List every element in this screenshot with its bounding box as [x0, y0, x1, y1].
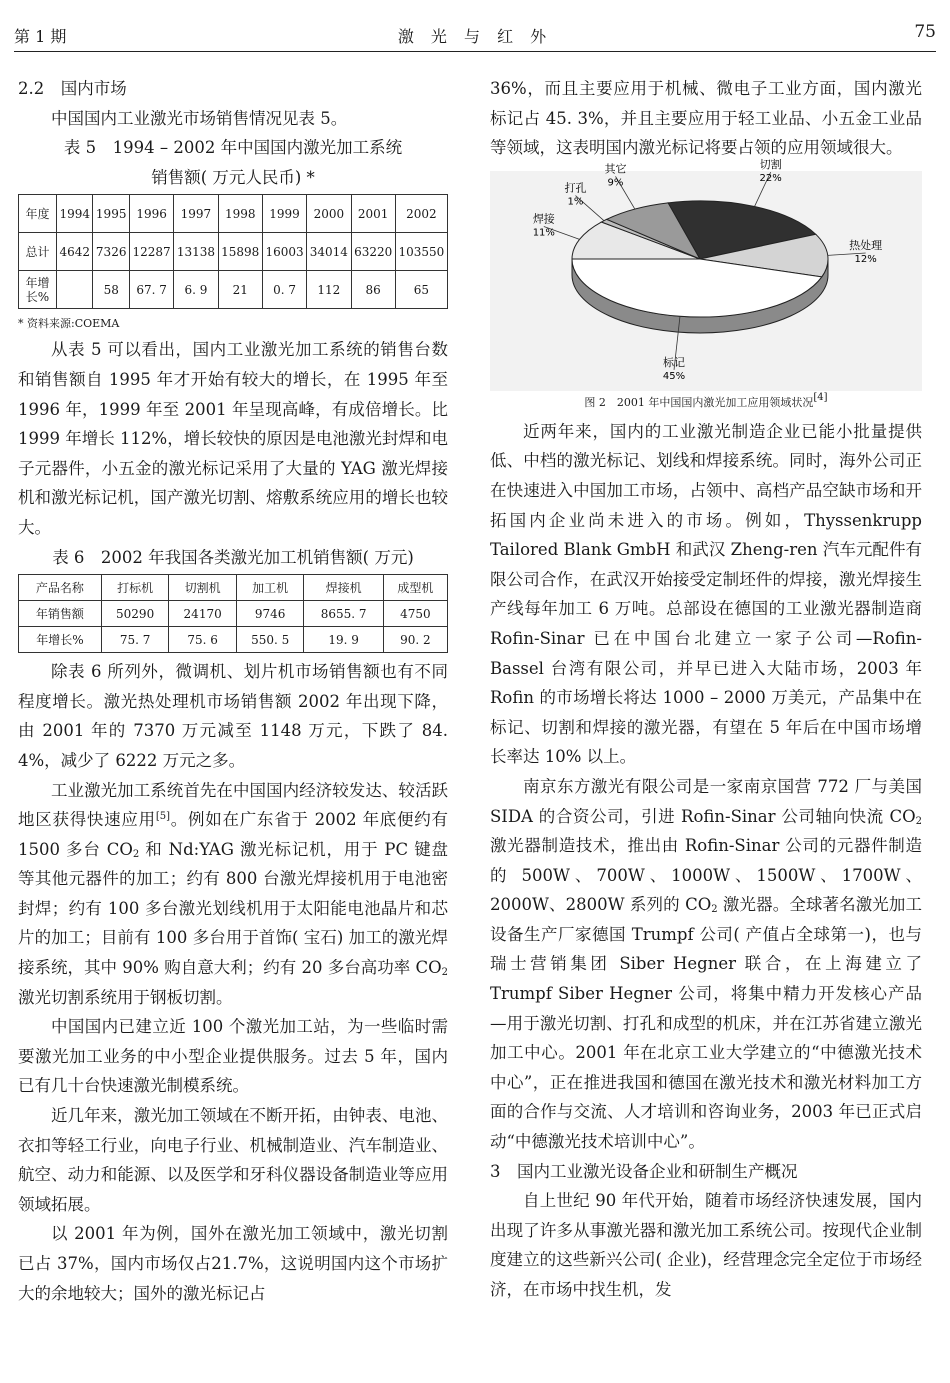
section-2-2-heading: 2.2 国内市场 [18, 79, 127, 98]
table-cell: 19. 9 [304, 627, 383, 653]
table-cell: 9746 [236, 601, 303, 627]
table-cell: 加工机 [236, 575, 303, 601]
pie-label: 切割 [759, 157, 782, 171]
table-cell: 90. 2 [383, 627, 447, 653]
table-cell: 打标机 [101, 575, 169, 601]
subscript: 2 [132, 848, 140, 860]
table-cell: 75. 7 [101, 627, 169, 653]
pie-value-label: 11% [532, 227, 555, 239]
table6 [18, 574, 448, 653]
table-row [19, 195, 448, 233]
table-row [19, 271, 448, 309]
table-row [19, 575, 448, 601]
table-row [19, 627, 448, 653]
table-cell: 6. 9 [174, 271, 218, 309]
table-cell: 1996 [129, 195, 173, 233]
table-cell: 年增长% [19, 627, 102, 653]
paragraph: 36%，而且主要应用于机械、微电子工业方面，国内激光标记占 45. 3%，并且主要应用于轻工业品、小五金工业品等领域，这表明国内激光标记将要占领的应用领域很大。 [490, 79, 922, 158]
table-cell: 103550 [395, 233, 447, 271]
table-row [19, 601, 448, 627]
table-cell: 4642 [57, 233, 93, 271]
table-cell: 16003 [262, 233, 306, 271]
pie-label: 标记 [663, 355, 686, 369]
pie-label: 打孔 [564, 181, 587, 195]
subscript: 2 [441, 967, 448, 979]
table-cell: 21 [218, 271, 262, 309]
pie-value-label: 22% [759, 172, 782, 184]
table-cell [57, 271, 93, 309]
section-3-heading: 3 国内工业激光设备企业和研制生产概况 [490, 1161, 798, 1181]
text-run: 激光器。全球著名激光加工设备生产厂家德国 Trumpf 公司( 产值占全球第一)，也与瑞士营销集团 Siber Hegner 联合，在上海建立了 Trumpf Siber Hegner 公司，将集中精力开发核心产品—用于激光切割、打孔和成型的机床，并在江苏省建立激光加工中心。2001 年在北京工业大学建立的“中德激光技术中心”，正在推进我国和德国在激光技术和激光材料加工方面的合作与交流、人才培训和咨询业务，2003 年已正式启动“中德激光技术培训中心”。 [490, 895, 922, 1152]
table5-source-note: * 资料来源:COEMA [18, 317, 120, 331]
figure-caption-text: 图 2 2001 年中国国内激光加工应用领域状况 [584, 395, 814, 409]
table5-caption-line2: 销售额( 万元人民币) * [151, 167, 315, 187]
pie-value-label: 12% [854, 253, 877, 265]
subscript: 2 [711, 904, 718, 916]
table-cell: 8655. 7 [304, 601, 383, 627]
paragraph: 除表 6 所列外，微调机、划片机市场销售额也有不同程度增长。激光热处理机市场销售额 2002 年出现下降，由 2001 年的 7370 万元减至 1148 万元，下跌了 84. 4%，减少了 6222 万元之多。 [18, 662, 448, 770]
text-run: 和 Nd:YAG 激光标记机，用于 PC 键盘等其他元器件的加工；约有 800 台激光焊接机用于电池密封焊；约有 100 多台激光划线机用于太阳能电池晶片和芯片的加工；目前有 100 多台用于首饰( 宝石) 加工的激光焊接系统，其中 90% 购自意大利；约有 20 多台高功率 CO [18, 839, 449, 978]
left-column [18, 74, 448, 1308]
table-cell: 2000 [307, 195, 351, 233]
table-cell: 年销售额 [19, 601, 102, 627]
subscript: 2 [915, 815, 922, 827]
table-cell: 成型机 [383, 575, 447, 601]
table-cell: 34014 [307, 233, 351, 271]
table-cell: 7326 [93, 233, 129, 271]
table-cell: 1999 [262, 195, 306, 233]
table-cell: 24170 [169, 601, 237, 627]
citation: [5] [155, 811, 171, 823]
paragraph: 近几年来，激光加工领域在不断开拓，由钟表、电池、衣扣等轻工行业，向电子行业、机械制造业、汽车制造业、航空、动力和能源、以及医学和牙科仪器设备制造业等应用领域拓展。 [18, 1106, 448, 1214]
table-cell: 63220 [351, 233, 395, 271]
citation: [4] [813, 391, 828, 403]
table-cell: 65 [395, 271, 447, 309]
table-cell: 12287 [129, 233, 173, 271]
table-cell: 总计 [19, 233, 57, 271]
table-cell: 2001 [351, 195, 395, 233]
table5-caption: 表 5 1994 – 2002 年中国国内激光加工系统 [63, 138, 403, 158]
text-run: 激光切割系统用于钢板切割。 [18, 987, 233, 1007]
table-cell: 13138 [174, 233, 218, 271]
table-cell: 产品名称 [19, 575, 102, 601]
paragraph: 中国国内工业激光市场销售情况见表 5。 [51, 108, 348, 128]
pie-chart-figure [490, 157, 922, 391]
table-cell: 58 [93, 271, 129, 309]
table-cell: 1998 [218, 195, 262, 233]
figure-caption [490, 391, 922, 415]
paragraph: 近两年来，国内的工业激光制造企业已能小批量提供低、中档的激光标记、划线和焊接系统。同时，海外公司正在快速进入中国加工市场，占领中、高档产品空缺市场和开拓国内企业尚未进入的市场。例如，Thyssenkrupp Tailored Blank GmbH 和武汉 Zheng-ren 汽车元配件有限公司合作，在武汉开始接受定制坯件的焊接，激光焊接生产线每年加工 6 万吨。总部设在德国的工业激光器制造商 Rofin-Sinar 已在中国台北建立一家子公司—Rofin-Bassel 台湾有限公司，并早已进入大陆市场，2003 年 Rofin 的市场增长将达 1000 – 2000 万美元，产品集中在标记、切割和焊接的激光器，有望在 5 年后在中国市场增长率达 10% 以上。 [490, 421, 922, 767]
pie-value-label: 9% [607, 177, 624, 189]
table-cell: 550. 5 [236, 627, 303, 653]
table-cell: 1994 [57, 195, 93, 233]
table6-caption: 表 6 2002 年我国各类激光加工机销售额( 万元) [52, 547, 414, 567]
table-cell: 年度 [19, 195, 57, 233]
paragraph: 中国国内已建立近 100 个激光加工站，为一些临时需要激光加工业务的中小型企业提供服务。过去 5 年，国内已有几十台快速激光制模系统。 [18, 1017, 448, 1096]
table-cell: 75. 6 [169, 627, 237, 653]
paragraph [18, 776, 448, 1013]
running-header [14, 22, 936, 52]
table-cell: 2002 [395, 195, 447, 233]
paragraph: 自上世纪 90 年代开始，随着市场经济快速发展，国内出现了许多从事激光器和激光加工系统公司。按现代企业制度建立的这些新兴公司( 企业)，经营理念完全定位于市场经济，在市场中找生机，发 [490, 1191, 922, 1299]
page-number: 75 [914, 22, 936, 42]
paragraph [490, 772, 922, 1157]
pie-label: 其它 [604, 162, 627, 176]
pie-chart [490, 157, 922, 391]
pie-value-label: 1% [567, 196, 584, 208]
text-run: 工业激光加工系统首先在中国国内经济较发达、较活跃地区获得快速应用 [18, 780, 448, 830]
table-cell: 15898 [218, 233, 262, 271]
pie-label: 焊接 [532, 212, 555, 226]
table-cell: 86 [351, 271, 395, 309]
paragraph: 从表 5 可以看出，国内工业激光加工系统的销售台数和销售额自 1995 年才开始有较大的增长，在 1995 年至 1996 年，1999 年至 2001 年呈现高峰，有成倍增长。比 1999 年增长 112%，增长较快的原因是电池激光封焊和电子元器件，小五金的激光标记采用了大量的 YAG 激光焊接机和激光标记机，国产激光切割、熔敷系统应用的增长也较大。 [18, 340, 448, 537]
table-cell: 4750 [383, 601, 447, 627]
pie-value-label: 45% [662, 370, 686, 382]
table-cell: 切割机 [169, 575, 237, 601]
table-cell: 1997 [174, 195, 218, 233]
paragraph: 以 2001 年为例，国外在激光加工领域中，激光切割已占 37%，国内市场仅占21.7%，这说明国内这个市场扩大的余地较大；国外的激光标记占 [18, 1224, 448, 1303]
table-cell: 焊接机 [304, 575, 383, 601]
text-run: 。例如在广东省于 2002 年底便约有 1500 多台 CO [18, 810, 448, 859]
table-cell: 50290 [101, 601, 169, 627]
table-cell: 1995 [93, 195, 129, 233]
table5 [18, 194, 448, 309]
pie-label: 热处理 [849, 238, 883, 252]
table-row [19, 233, 448, 271]
right-column [490, 74, 922, 1305]
journal-title: 激 光 与 红 外 [397, 27, 553, 46]
table-cell: 112 [307, 271, 351, 309]
table-cell: 0. 7 [262, 271, 306, 309]
text-run: 激光器制造技术，推出由 Rofin-Sinar 公司的元器件制造的 500W、700W、1000W、1500W、1700W、2000W、2800W 系列的 CO [490, 836, 922, 915]
text-run: 南京东方激光有限公司是一家南京国营 772 厂与美国 SIDA 的合资公司，引进 Rofin-Sinar 公司轴向快流 CO [490, 776, 922, 826]
table-cell: 年增长% [19, 271, 57, 309]
table-cell: 67. 7 [129, 271, 173, 309]
issue-number: 第 1 期 [14, 27, 67, 46]
